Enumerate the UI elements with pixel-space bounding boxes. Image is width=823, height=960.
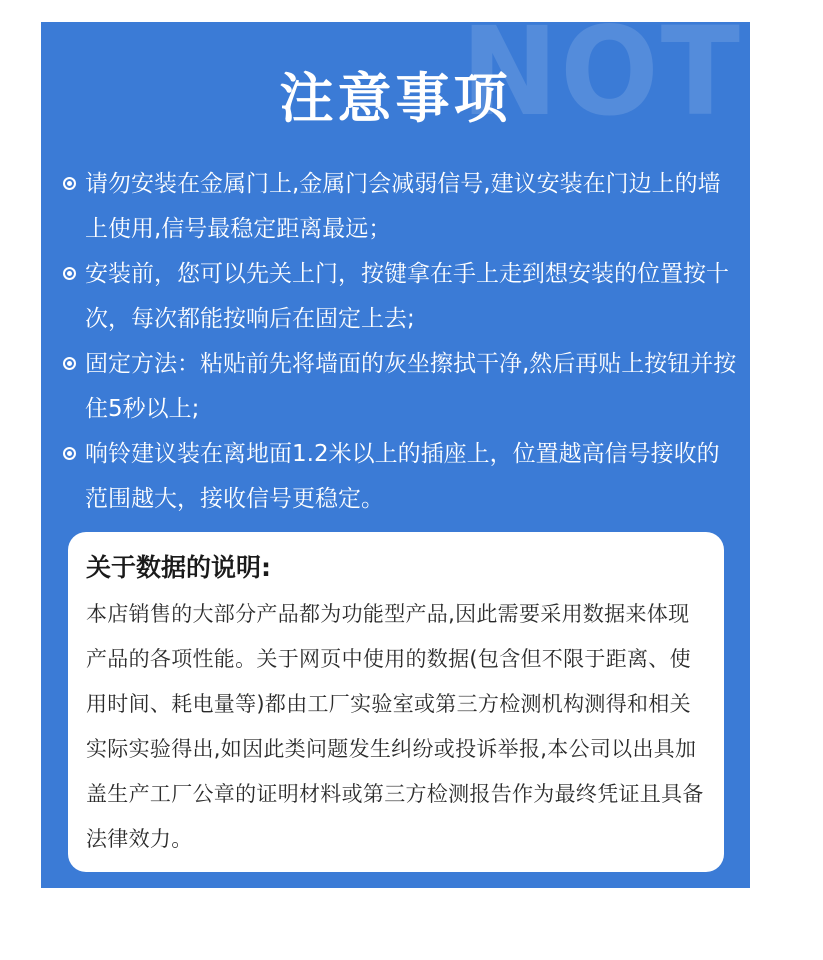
page-title: 注意事项 [279, 67, 512, 130]
note-item [61, 252, 737, 342]
note-watermark: NOTE [461, 1, 823, 144]
note-item [61, 432, 737, 522]
note-text: 响铃建议装在离地面1.2米以上的插座上，位置越高信号接收的范围越大，接收信号更稳定。 [85, 441, 720, 512]
notice-panel [41, 1, 823, 888]
note-text: 请勿安装在金属门上,金属门会减弱信号,建议安装在门边上的墙上使用,信号最稳定距离最远； [85, 171, 721, 242]
radio-bullet-icon [63, 177, 76, 190]
radio-bullet-icon [63, 447, 76, 460]
radio-bullet-icon [63, 357, 76, 370]
note-text: 安装前，您可以先关上门，按键拿在手上走到想安装的位置按十次，每次都能按响后在固定上去; [85, 261, 729, 332]
data-note-card [68, 532, 724, 872]
note-text: 固定方法：粘贴前先将墙面的灰坐擦拭干净,然后再贴上按钮并按住5秒以上; [85, 351, 737, 422]
radio-bullet-icon [63, 267, 76, 280]
data-note-title: 关于数据的说明: [86, 553, 271, 582]
data-note-body: 本店销售的大部分产品都为功能型产品,因此需要采用数据来体现产品的各项性能。关于网页中使用的数据(包含但不限于距离、使用时间、耗电量等)都由工厂实验室或第三方检测机构测得和相关实际实验得出,如因此类问题发生纠纷或投诉举报,本公司以出具加盖生产工厂公章的证明材料或第三方检测报告作为最终凭证且具备法律效力。 [86, 602, 704, 851]
notes-list [61, 162, 737, 522]
note-item [61, 342, 737, 432]
note-item [61, 162, 737, 252]
